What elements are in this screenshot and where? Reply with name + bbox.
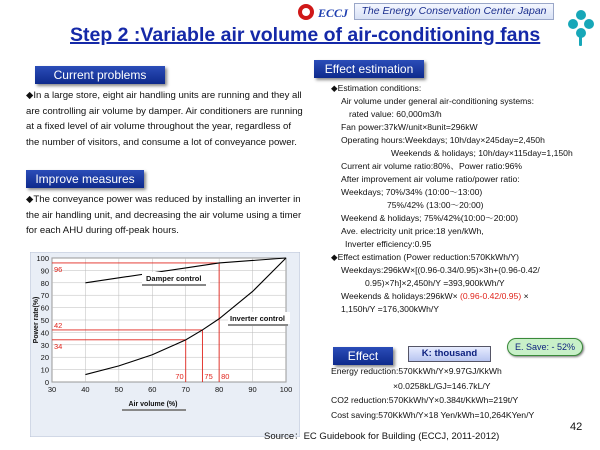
x-mark-label: 75 bbox=[204, 372, 213, 381]
clover-logo-icon bbox=[568, 8, 594, 48]
effect-line: Energy reduction:570KkWh/Y×9.97GJ/KkWh bbox=[331, 366, 502, 376]
estimation-line: Weekdays:296kW×[(0.96-0.34/0.95)×3h+(0.96-0.42/ bbox=[341, 265, 540, 275]
estimation-line: 1,150h/Y =176,300kWh/Y bbox=[341, 304, 440, 314]
k-thousand-note: K: thousand bbox=[408, 346, 491, 362]
estimation-line: Weekend & holidays; 75%/42%(10:00～20:00) bbox=[341, 213, 519, 223]
estimation-line: Inverter efficiency:0.95 bbox=[345, 239, 432, 249]
x-tick-label: 70 bbox=[181, 385, 190, 394]
estimation-line: Operating hours:Weekdays; 10h/day×245day=2,450h bbox=[341, 135, 545, 145]
estimation-line: 75%/42% (13:00～20:00) bbox=[387, 200, 484, 210]
y-axis-label: Power rate(%) bbox=[33, 296, 40, 344]
power-vs-air-volume-chart bbox=[30, 252, 300, 437]
estimation-line: ◆Estimation conditions: bbox=[331, 83, 422, 93]
y-tick-label: 50 bbox=[40, 316, 49, 325]
page-title: Step 2 :Variable air volume of air-conditioning fans bbox=[70, 24, 541, 46]
estimation-line: 0.95)×7h]×2,450h/Y =393,900kWh/Y bbox=[365, 278, 505, 288]
y-mark-label: 34 bbox=[54, 341, 63, 351]
x-mark-label: 70 bbox=[175, 372, 184, 381]
estimation-line: Fan power:37kW/unit×8unit=296kW bbox=[341, 122, 478, 132]
estimation-line: Current air volume ratio:80%、Power ratio:96% bbox=[341, 161, 523, 171]
effect-line: Cost saving:570KkWh/Y×18 Yen/kWh=10,264KYen/Y bbox=[331, 409, 535, 420]
y-tick-label: 40 bbox=[40, 328, 49, 338]
effect-estimation-heading: Effect estimation bbox=[314, 60, 424, 78]
y-tick-label: 70 bbox=[40, 291, 49, 301]
effect-line: CO2 reduction:570KkWh/Y×0.384t/KkWh=219t/Y bbox=[331, 395, 519, 405]
y-tick-label: 30 bbox=[40, 340, 49, 350]
y-mark-label: 42 bbox=[54, 320, 63, 330]
current-problems-text: ◆In a large store, eight air handling units are running and they all are controlling air volume by damper. Air conditioners are running at a fixed level of air volume throughout the year, regardless of the number of visitors, and consume a lot of conveyance power. bbox=[26, 90, 303, 148]
estimation-line: Weekdays; 70%/34% (10:00～13:00) bbox=[341, 187, 483, 197]
y-tick-label: 20 bbox=[40, 353, 49, 363]
x-tick-label: 40 bbox=[81, 385, 90, 394]
org-name-banner: The Energy Conservation Center Japan bbox=[354, 3, 554, 20]
y-tick-label: 80 bbox=[40, 278, 49, 288]
improve-measures-heading: Improve measures bbox=[26, 170, 144, 188]
x-tick-label: 100 bbox=[279, 385, 293, 394]
estimation-line: × bbox=[521, 291, 529, 301]
estimation-line: rated value: 60,000m3/h bbox=[349, 109, 442, 119]
x-tick-label: 90 bbox=[248, 385, 257, 394]
estimation-line: Air volume under general air-conditioning systems: bbox=[341, 96, 534, 106]
page-number: 42 bbox=[570, 421, 583, 433]
x-axis-label: Air volume (%) bbox=[128, 401, 178, 408]
source-citation: Source：EC Guidebook for Building (ECCJ, 2011-2012) bbox=[264, 431, 500, 442]
estimation-line: Weekends & holidays; 10h/day×115day=1,150h bbox=[391, 148, 573, 158]
y-mark-label: 96 bbox=[54, 264, 63, 274]
y-tick-label: 90 bbox=[40, 266, 49, 276]
chart-svg bbox=[30, 252, 300, 437]
x-tick-label: 50 bbox=[114, 385, 124, 394]
x-tick-label: 30 bbox=[47, 385, 57, 394]
estimation-line: Ave. electricity unit price:18 yen/kWh, bbox=[341, 226, 484, 236]
current-problems-heading: Current problems bbox=[35, 66, 165, 84]
estimation-conditions-block bbox=[331, 82, 597, 316]
x-mark-label: 80 bbox=[221, 372, 230, 381]
effect-block bbox=[331, 364, 597, 422]
energy-save-badge: E. Save: - 52% bbox=[507, 338, 583, 356]
effect-estimation-line: ◆Effect estimation (Power reduction:570KkWh/Y) bbox=[331, 252, 519, 262]
estimation-line: Weekends & holidays:296kW× bbox=[341, 291, 461, 301]
estimation-line: After improvement air volume ratio/power ratio: bbox=[341, 174, 520, 184]
eccj-logo-text: ECCJ bbox=[318, 6, 349, 20]
improve-measures-text: ◆The conveyance power was reduced by installing an inverter in the air handling unit, and decreasing the air volume using a timer for each AHU during off-peak hours. bbox=[26, 194, 302, 236]
x-tick-label: 60 bbox=[148, 385, 157, 394]
effect-heading: Effect bbox=[333, 347, 393, 365]
effect-line: ×0.0258kL/GJ=146.7kL/Y bbox=[393, 380, 491, 391]
y-tick-label: 10 bbox=[40, 365, 49, 375]
y-tick-label: 60 bbox=[40, 303, 49, 313]
y-tick-label: 0 bbox=[44, 378, 49, 387]
x-tick-label: 80 bbox=[214, 385, 224, 394]
eccj-logo-icon bbox=[298, 4, 314, 20]
y-tick-label: 100 bbox=[36, 254, 49, 263]
inverter-control-label: Inverter control bbox=[230, 314, 286, 323]
highlighted-formula: (0.96-0.42/0.95) bbox=[460, 291, 522, 301]
damper-control-label: Damper control bbox=[146, 274, 202, 283]
